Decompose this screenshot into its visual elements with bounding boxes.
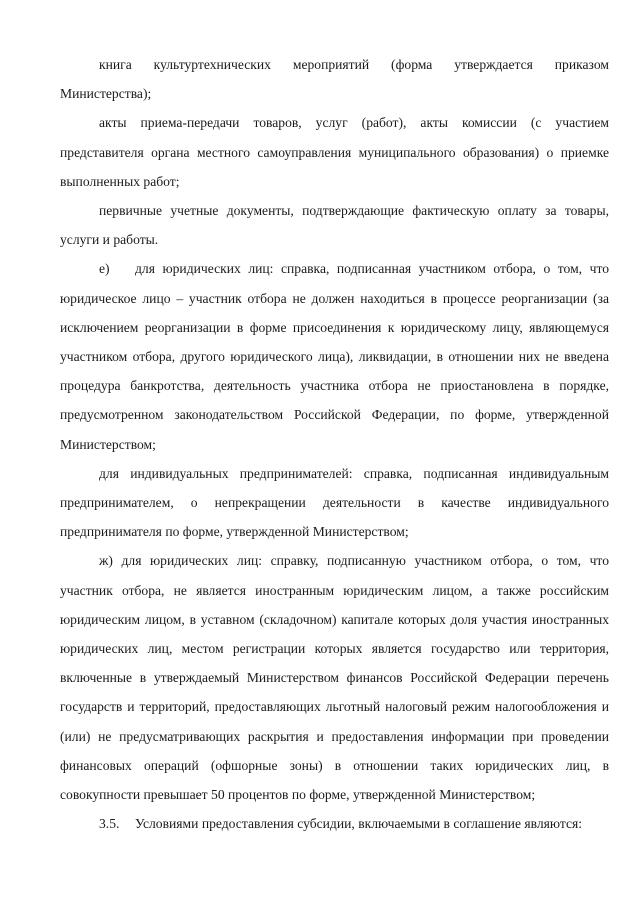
list-marker: е) (99, 261, 110, 277)
paragraph-text: первичные учетные документы, подтверждающие фактическую оплату за товары, услуги и работы. (60, 203, 609, 248)
paragraph-culture-book (60, 50, 609, 108)
paragraph-text: ж) для юридических лиц: справку, подписанную участником отбора, о том, что участник отбора, не является иностранным юридическим лицом, а также российским юридическим лицом, в уставном (складочном) капитале которых доля участия иностранных юридических лиц, местом регистрации которых является государство или территория, включенные в утверждаемый Министерством финансов Российской Федерации перечень государств и территорий, предоставляющих льготный налоговый режим налогообложения и (или) не предусматривающих раскрытия и предоставления информации при проведении финансовых операций (офшорные зоны) в отношении таких юридических лиц, в совокупности превышает 50 процентов по форме, утвержденной Министерством; (60, 553, 609, 803)
document-page (60, 50, 609, 838)
section-number: 3.5. (99, 816, 120, 832)
paragraph-text: для индивидуальных предпринимателей: справка, подписанная индивидуальным предпринимателем, о непрекращении деятельности в качестве индивидуального предпринимателя по форме, утвержденной Министерством; (60, 465, 609, 540)
paragraph-section-3-5 (60, 809, 609, 838)
paragraph-text: акты приема-передачи товаров, услуг (работ), акты комиссии (с участием представителя органа местного самоуправления муниципального образования) о приемке выполненных работ; (60, 115, 609, 189)
paragraph-item-zh (60, 546, 609, 809)
paragraph-payment-documents (60, 196, 609, 254)
paragraph-text: книга культуртехнических мероприятий (форма утверждается приказом Министерства); (60, 57, 609, 102)
paragraph-text: Условиями предоставления субсидии, включаемыми в соглашение являются: (135, 816, 583, 832)
paragraph-acceptance-acts (60, 108, 609, 196)
paragraph-entrepreneurs (60, 459, 609, 547)
paragraph-item-e (60, 254, 609, 458)
paragraph-text: для юридических лиц: справка, подписанная участником отбора, о том, что юридическое лицо – участник отбора не должен находиться в процессе реорганизации (за исключением реорганизации в форме присоединения к юридическому лицу, являющемуся участником отбора, другого юридического лица), ликвидации, в отношении них не введена процедура банкротства, деятельность участника отбора не приостановлена в порядке, предусмотренном законодательством Российской Федерации, по форме, утвержденной Министерством; (60, 261, 609, 452)
